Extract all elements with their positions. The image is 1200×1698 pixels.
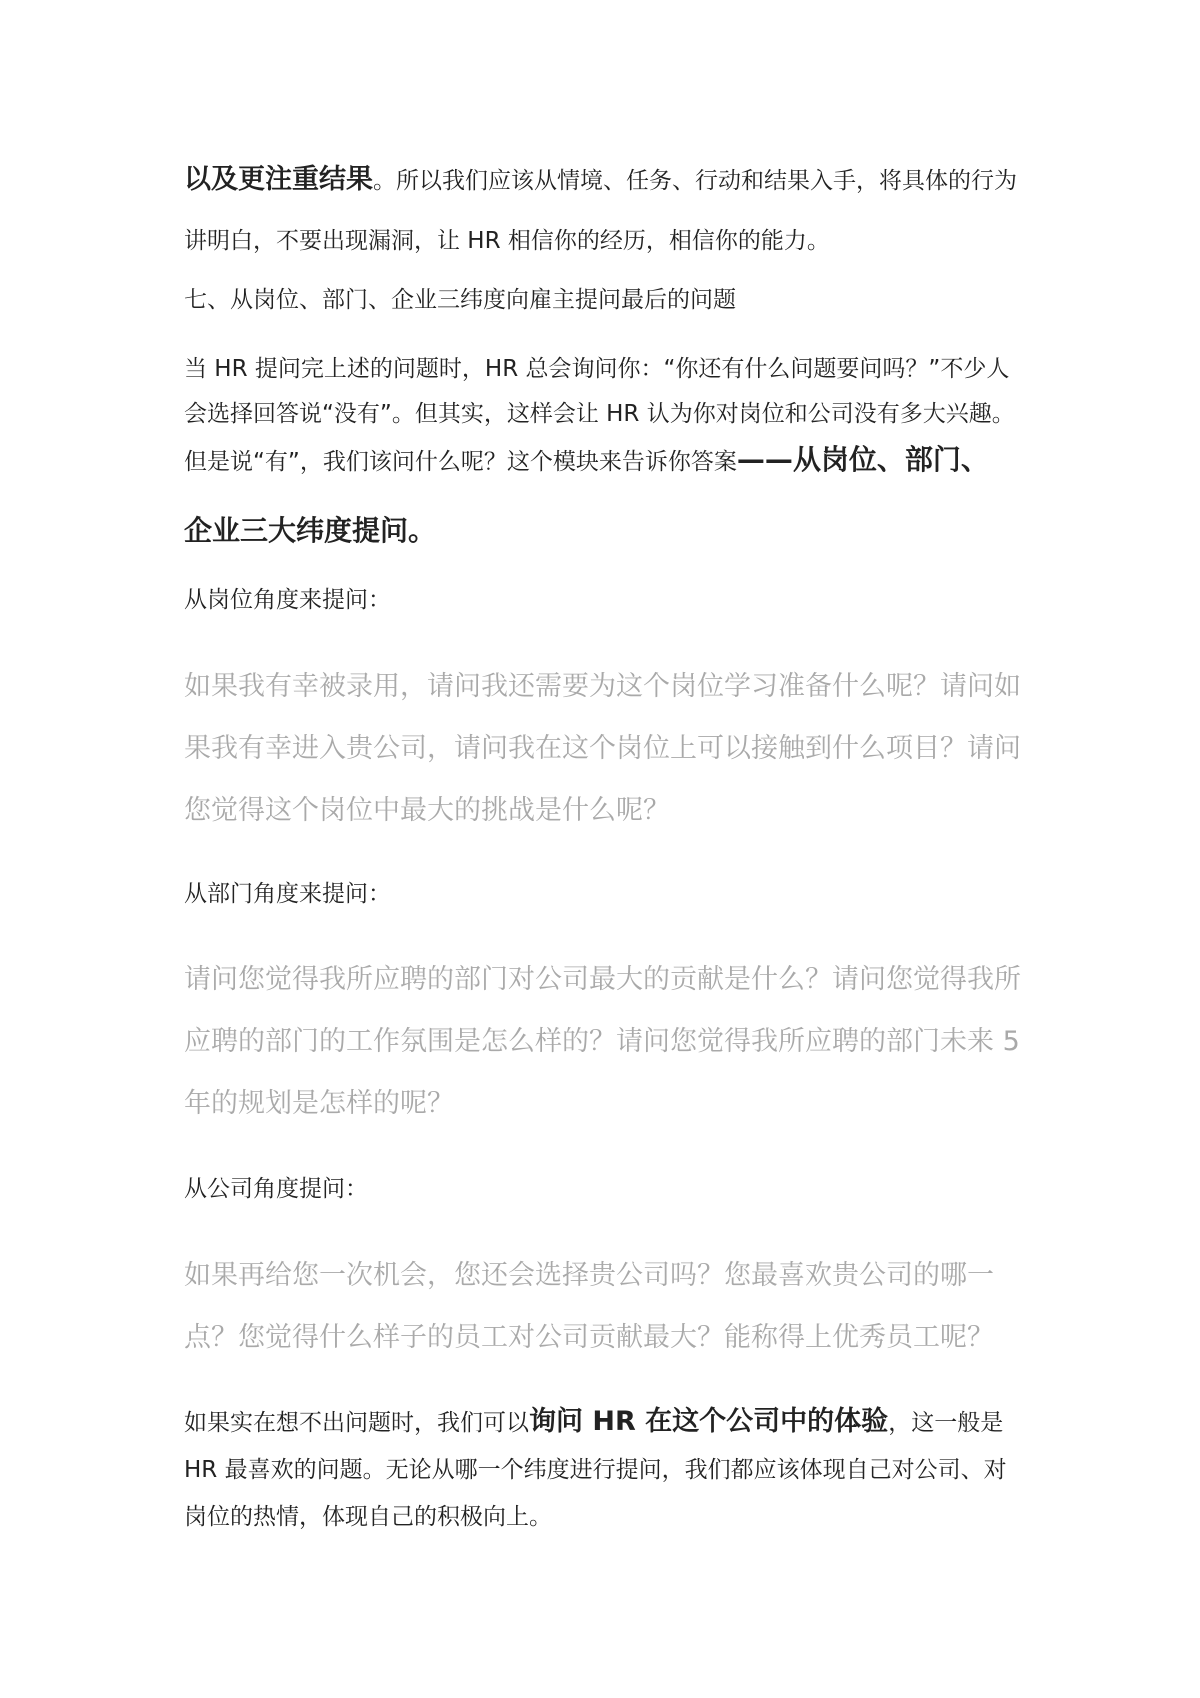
position-questions: 如果我有幸被录用，请问我还需要为这个岗位学习准备什么呢？请问如果我有幸进入贵公司，请问我在这个岗位上可以接触到什么项目？请问您觉得这个岗位中最大的挑战是什么呢？ [184, 671, 1021, 826]
intro-bold-text: ——从岗位、部门、 [736, 443, 989, 476]
result-lead-bold: 以及更注重结果 [184, 164, 373, 195]
closing-text-start: 如果实在想不出问题时，我们可以 [184, 1410, 529, 1436]
company-label: 从公司角度提问： [184, 1176, 368, 1202]
result-paragraph [184, 150, 1024, 271]
department-questions: 请问您觉得我所应聘的部门对公司最大的贡献是什么？请问您觉得我所应聘的部门的工作氛围是怎么样的？请问您觉得我所应聘的部门未来 5 年的规划是怎样的呢？ [184, 964, 1021, 1119]
result-paragraph-text: 。所以我们应该从情境、任务、行动和结果入手，将具体的行为讲明白，不要出现漏洞，让 HR 相信你的经历，相信你的能力。 [184, 168, 1017, 254]
intro-paragraph [184, 347, 1024, 577]
closing-bold-text: 询问 HR 在这个公司中的体验 [529, 1406, 889, 1437]
position-label: 从岗位角度来提问： [184, 587, 391, 613]
closing-paragraph [184, 1398, 1024, 1541]
closing-text-end: ，这一般是 HR 最喜欢的问题。无论从哪一个纬度进行提问，我们都应该体现自己对公司、对岗位的热情，体现自己的积极向上。 [184, 1410, 1007, 1530]
intro-bold-tail: 企业三大纬度提问。 [184, 514, 437, 547]
department-label: 从部门角度来提问： [184, 881, 391, 907]
section-heading: 七、从岗位、部门、企业三纬度向雇主提问最后的问题 [184, 287, 736, 313]
intro-text: 当 HR 提问完上述的问题时，HR 总会询问你：“你还有什么问题要问吗？”不少人会选择回答说“没有”。但其实，这样会让 HR 认为你对岗位和公司没有多大兴趣。但是说“有”，我们该问什么呢？这个模块来告诉你答案 [184, 356, 1015, 475]
company-questions: 如果再给您一次机会，您还会选择贵公司吗？您最喜欢贵公司的哪一点？您觉得什么样子的员工对公司贡献最大？能称得上优秀员工呢？ [184, 1260, 994, 1353]
